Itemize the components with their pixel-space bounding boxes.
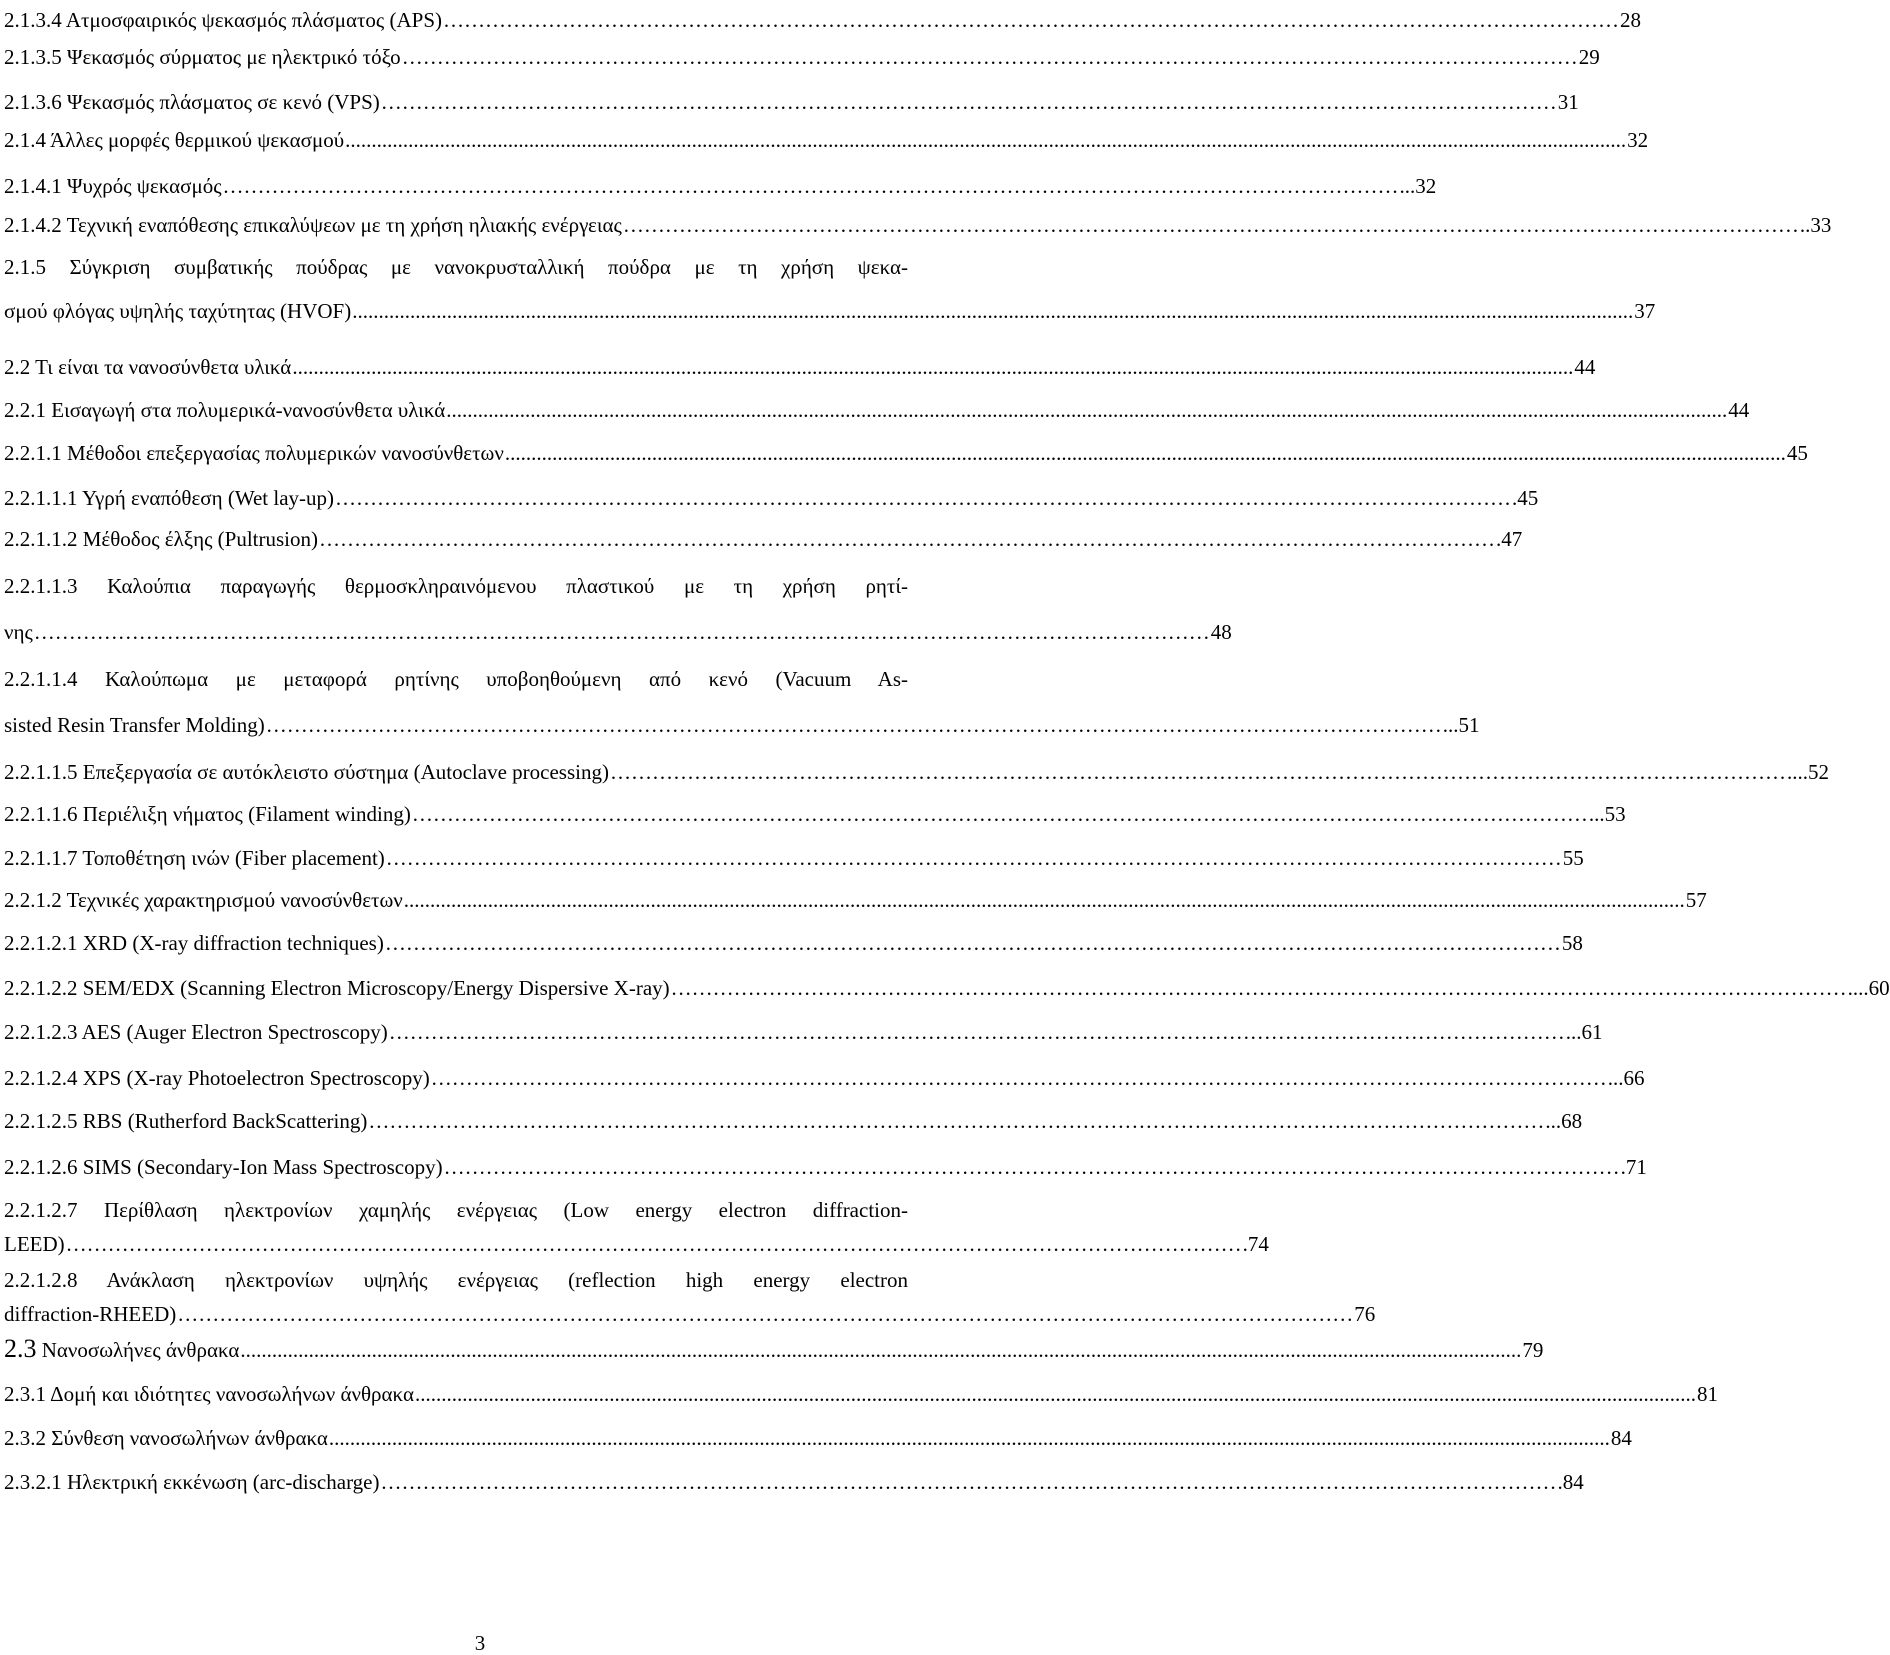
toc-entry[interactable] (4, 1426, 1632, 1450)
toc-entry-title-text: 2.2.1.1.2 Μέθοδος έλξης (Pultrusion) (4, 527, 319, 551)
toc-entry-title-text: 2.1.4.1 Ψυχρός ψεκασμός (4, 174, 222, 198)
toc-entry-leader (240, 1338, 1521, 1362)
toc-entry-page (1566, 1020, 1603, 1044)
toc-entry-line (4, 213, 1832, 237)
toc-entry[interactable] (4, 486, 1539, 510)
toc-entry-title (4, 888, 403, 912)
toc-entry-title-text: 2.1.3.6 Ψεκασμός πλάσματος σε κενό (VPS) (4, 90, 380, 114)
toc-entry[interactable] (4, 976, 1890, 1000)
toc-entry[interactable] (4, 846, 1584, 870)
toc-entry-page-number: 74 (1247, 1232, 1269, 1256)
toc-entry-line (4, 299, 1656, 323)
toc-entry-leader (444, 1155, 1620, 1179)
toc-entry-line (4, 1109, 1583, 1133)
toc-entry[interactable] (4, 931, 1583, 955)
toc-entry-page-number: 51 (1458, 713, 1480, 737)
toc-entry-line (4, 1382, 1718, 1406)
toc-entry-page (1634, 299, 1655, 323)
toc-entry-title (4, 45, 401, 69)
toc-entry-title (4, 174, 222, 198)
toc-entry-line (4, 398, 1750, 422)
toc-entry-line (4, 486, 1539, 510)
toc-entry-page-prefix: .. (1799, 213, 1811, 237)
toc-entry-page (1728, 398, 1749, 422)
toc-entry-line (4, 90, 1579, 114)
toc-entry-line (4, 441, 1808, 465)
toc-entry-page (1627, 128, 1648, 152)
toc-entry-page-prefix: . (1620, 1155, 1626, 1179)
toc-entry-page (1621, 1155, 1647, 1179)
toc-entry-page (1686, 888, 1707, 912)
toc-entry-title (4, 846, 385, 870)
toc-entry-title-text: νης (4, 620, 33, 644)
toc-entry-title-text: 2.2.1.1.1 Υγρή εναπόθεση (Wet lay-up) (4, 486, 335, 510)
page-number: 3 (474, 1631, 486, 1655)
toc-entry-page-number: 68 (1561, 1109, 1583, 1133)
toc-entry[interactable] (4, 174, 1437, 198)
toc-entry-page-number: 32 (1627, 128, 1649, 152)
toc-entry-title-text: 2.1.3.4 Ατμοσφαιρικός ψεκασμός πλάσματος (APS) (4, 8, 443, 32)
toc-entry[interactable] (4, 1268, 1376, 1326)
toc-entry-page (1512, 486, 1538, 510)
toc-entry-page-number: 76 (1354, 1302, 1376, 1326)
toc-entry-line (4, 846, 1584, 870)
toc-entry-line (4, 1066, 1645, 1090)
toc-entry-page (1354, 1302, 1375, 1326)
toc-entry-leader (505, 441, 1786, 465)
toc-entry-title-line: 2.2.1.1.4 Καλούπωμα με μεταφορά ρητίνης υποβοηθούμενη από κενό (Vacuum As- (4, 667, 908, 691)
toc-entry[interactable] (4, 45, 1600, 69)
toc-entry-leader (385, 931, 1561, 955)
toc-entry-line (4, 1470, 1584, 1494)
toc-entry-title (4, 1334, 240, 1363)
toc-entry[interactable] (4, 128, 1649, 152)
toc-entry-page-number: 81 (1696, 1382, 1718, 1406)
toc-entry-line (4, 976, 1890, 1000)
toc-entry-title-text: 2.2.1 Εισαγωγή στα πολυμερικά-νανοσύνθετα υλικά (4, 398, 446, 422)
toc-entry-title-text: 2.2.1.1.6 Περιέλιξη νήματος (Filament winding) (4, 802, 411, 826)
toc-entry[interactable] (4, 574, 1232, 644)
toc-entry-title-text: 2.2.1.2.6 SIMS (Secondary-Ion Mass Spectroscopy) (4, 1155, 443, 1179)
toc-entry-title-text: 2.2.1.2.2 SEM/EDX (Scanning Electron Microscopy/Energy Dispersive X-ray) (4, 976, 670, 1000)
toc-entry-page-number: 71 (1625, 1155, 1647, 1179)
toc-entry-leader (386, 846, 1562, 870)
toc-entry-line (4, 128, 1649, 152)
toc-entry-page (1496, 527, 1522, 551)
toc-entry-page (1697, 1382, 1718, 1406)
toc-entry-line (4, 1334, 1544, 1363)
toc-entry-title (4, 620, 33, 644)
toc-entry-page-number: 28 (1620, 8, 1642, 32)
toc-entry-page-number: 66 (1623, 1066, 1645, 1090)
toc-entry-page (1545, 1109, 1582, 1133)
toc-entry-line (4, 802, 1626, 826)
toc-entry-title-text: 2.2.1.2.1 XRD (X-ray diffraction techniques) (4, 931, 384, 955)
toc-entry-leader (368, 1109, 1544, 1133)
toc-entry-leader (319, 527, 1495, 551)
toc-entry-title (4, 760, 609, 784)
toc-entry-leader (329, 1426, 1610, 1450)
toc-entry-line (4, 527, 1523, 551)
toc-entry[interactable] (4, 1198, 1269, 1256)
toc-entry-title (4, 1232, 65, 1256)
toc-entry-leader (381, 1470, 1557, 1494)
toc-entry[interactable] (4, 8, 1642, 32)
toc-entry[interactable] (4, 667, 1480, 737)
toc-entry-title (4, 527, 318, 551)
toc-entry[interactable] (4, 802, 1626, 826)
toc-entry-page (1443, 713, 1480, 737)
toc-entry-title-line: 2.2.1.2.8 Ανάκλαση ηλεκτρονίων υψηλής ενέργειας (reflection high energy electron (4, 1268, 908, 1292)
toc-entry-page (1574, 355, 1595, 379)
toc-entry-page-number: 44 (1728, 398, 1750, 422)
toc-entry-title (4, 128, 344, 152)
toc-entry-page (1562, 931, 1583, 955)
toc-entry-section-number: 2.3 (4, 1334, 37, 1363)
toc-entry-title (4, 976, 670, 1000)
toc-entry-title (4, 1302, 176, 1326)
toc-entry-page (1522, 1338, 1543, 1362)
toc-entry-page-number: 57 (1685, 888, 1707, 912)
toc-entry-page-number: 29 (1578, 45, 1600, 69)
toc-entry-page (1563, 846, 1584, 870)
toc-entry-title-text: diffraction-RHEED) (4, 1302, 177, 1326)
toc-entry-title (4, 1066, 430, 1090)
toc-entry[interactable] (4, 527, 1523, 551)
toc-entry-page-prefix: ... (1442, 713, 1459, 737)
toc-entry-page-number: 47 (1501, 527, 1523, 551)
toc-entry-title-text: 2.2.1.1.5 Επεξεργασία σε αυτόκλειστο σύστημα (Autoclave processing) (4, 760, 609, 784)
toc-entry-page-number: 37 (1634, 299, 1656, 323)
toc-entry-page-prefix: ... (1565, 1020, 1582, 1044)
toc-entry-page (1787, 441, 1808, 465)
toc-entry-leader (446, 398, 1727, 422)
toc-entry-title-text: 2.2.1.2.3 AES (Auger Electron Spectroscopy) (4, 1020, 388, 1044)
toc-entry-line (4, 45, 1600, 69)
toc-entry-title (4, 355, 291, 379)
toc-entry-page (1608, 1066, 1645, 1090)
toc-entry-page (1848, 976, 1890, 1000)
toc-entry-title-text: sisted Resin Transfer Molding) (4, 713, 265, 737)
toc-entry-page-number: 48 (1210, 620, 1232, 644)
toc-entry-title-text: 2.2.1.2.4 XPS (X-ray Photoelectron Spectroscopy) (4, 1066, 430, 1090)
toc-entry-page-prefix: . (1557, 1470, 1563, 1494)
toc-entry-title-line: 2.2.1.1.3 Καλούπια παραγωγής θερμοσκληραινόμενου πλαστικού με τη χρήση ρητί- (4, 574, 908, 598)
toc-entry-page (1787, 760, 1829, 784)
toc-entry-title-line: 2.1.5 Σύγκριση συμβατικής πούδρας με νανοκρυσταλλική πούδρα με τη χρήση ψεκα- (4, 255, 908, 279)
toc-entry-line (4, 888, 1707, 912)
toc-entry-page-prefix: .... (1786, 760, 1808, 784)
toc-entry[interactable] (4, 1020, 1603, 1044)
toc-entry-title (4, 398, 445, 422)
toc-entry-title (4, 1020, 388, 1044)
toc-entry-page (1620, 8, 1641, 32)
toc-entry-page (1589, 802, 1626, 826)
toc-entry-page (1579, 45, 1600, 69)
toc-entry-title (4, 1470, 380, 1494)
toc-entry-leader (415, 1382, 1696, 1406)
toc-entry-page-number: 45 (1786, 441, 1808, 465)
toc-entry-page-number: 55 (1562, 846, 1584, 870)
toc-entry-title-text: 2.2 Τι είναι τα νανοσύνθετα υλικά (4, 355, 292, 379)
toc-entry-page (1558, 1470, 1584, 1494)
toc-entry-title-text: 2.2.1.2.5 RBS (Rutherford BackScattering) (4, 1109, 368, 1133)
toc-entry-page (1400, 174, 1437, 198)
toc-entry-leader (335, 486, 1511, 510)
toc-entry-title (4, 1426, 328, 1450)
toc-entry-leader (671, 976, 1847, 1000)
toc-entry-line (4, 713, 1480, 737)
toc-entry-page-prefix: . (1242, 1232, 1248, 1256)
toc-entry-page-prefix: . (1496, 527, 1502, 551)
toc-entry[interactable] (4, 355, 1596, 379)
toc-entry[interactable] (4, 90, 1579, 114)
toc-entry-line (4, 931, 1583, 955)
toc-entry-leader (404, 888, 1685, 912)
toc-entry-title-text: Νανοσωλήνες άνθρακα (36, 1338, 240, 1362)
toc-entry-page (1558, 90, 1579, 114)
toc-entry-title (4, 299, 351, 323)
toc-entry-page (1211, 620, 1232, 644)
toc-entry-page-number: 33 (1810, 213, 1832, 237)
toc-entry-page-prefix: ... (1588, 802, 1605, 826)
toc-entry-line (4, 1155, 1647, 1179)
toc-entry[interactable] (4, 441, 1808, 465)
toc-entry-line (4, 355, 1596, 379)
toc-entry-page-prefix: . (1512, 486, 1518, 510)
toc-entry-line (4, 1302, 1376, 1326)
toc-entry-page (1800, 213, 1832, 237)
toc-entry[interactable] (4, 1334, 1544, 1363)
toc-entry-title-text: LEED) (4, 1232, 65, 1256)
toc-entry-page-number: 84 (1562, 1470, 1584, 1494)
toc-entry-title-text: 2.2.1.1.7 Τοποθέτηση ινών (Fiber placement) (4, 846, 385, 870)
toc-entry-leader (431, 1066, 1607, 1090)
toc-entry-page-number: 79 (1522, 1338, 1544, 1362)
toc-entry-page-number: 52 (1807, 760, 1829, 784)
toc-entry-leader (610, 760, 1786, 784)
toc-entry-title-text: 2.1.4.2 Τεχνική εναπόθεσης επικαλύψεων με τη χρήση ηλιακής ενέργειας (4, 213, 622, 237)
toc-entry-title-text: 2.1.4 Άλλες μορφές θερμικού ψεκασμού (4, 128, 345, 152)
toc-entry-page-number: 45 (1517, 486, 1539, 510)
toc-entry-title (4, 1155, 443, 1179)
toc-entry-page (1611, 1426, 1632, 1450)
toc-entry-page-number: 58 (1561, 931, 1583, 955)
toc-entry-title-text: 2.3.2.1 Ηλεκτρική εκκένωση (arc-discharge) (4, 1470, 380, 1494)
toc-entry-page-number: 44 (1574, 355, 1596, 379)
toc-entry-leader (345, 128, 1626, 152)
toc-entry-page-prefix: .... (1847, 976, 1869, 1000)
toc-entry-line (4, 760, 1829, 784)
toc-entry-line (4, 174, 1437, 198)
toc-entry[interactable] (4, 213, 1832, 237)
toc-entry-page-number: 31 (1557, 90, 1579, 114)
toc-entry-page-prefix: ... (1607, 1066, 1624, 1090)
toc-entry-title-text: 2.2.1.1 Μέθοδοι επεξεργασίας πολυμερικών νανοσύνθετων (4, 441, 504, 465)
toc-entry-leader (292, 355, 1573, 379)
toc-entry-title (4, 713, 265, 737)
toc-entry-leader (352, 299, 1633, 323)
toc-entry[interactable] (4, 888, 1707, 912)
toc-entry[interactable] (4, 1382, 1718, 1406)
toc-entry-page-number: 53 (1604, 802, 1626, 826)
toc-entry-title (4, 1109, 367, 1133)
toc-entry-title (4, 90, 380, 114)
toc-entry-leader (443, 8, 1619, 32)
toc-entry-title (4, 1382, 414, 1406)
toc-entry-leader (389, 1020, 1565, 1044)
toc-entry-leader (623, 213, 1799, 237)
toc-entry-leader (381, 90, 1557, 114)
toc-entry-leader (223, 174, 1399, 198)
toc-entry[interactable] (4, 1155, 1647, 1179)
toc-entry-title (4, 213, 622, 237)
toc-entry-page-number: 84 (1610, 1426, 1632, 1450)
toc-entry-page (1243, 1232, 1269, 1256)
toc-entry-title (4, 8, 442, 32)
toc-entry-title (4, 486, 334, 510)
toc-entry-leader (66, 1232, 1242, 1256)
toc-entry-title (4, 931, 384, 955)
toc-entry-page-number: 60 (1868, 976, 1890, 1000)
toc-entry-line (4, 8, 1642, 32)
toc-entry-page-prefix: ... (1545, 1109, 1562, 1133)
toc-entry-title-text: σμού φλόγας υψηλής ταχύτητας (HVOF) (4, 299, 352, 323)
toc-entry-line (4, 1020, 1603, 1044)
toc-entry-leader (402, 45, 1578, 69)
toc-entry[interactable] (4, 255, 1656, 323)
toc-entry-line (4, 1426, 1632, 1450)
toc-entry[interactable] (4, 1470, 1584, 1494)
toc-entry-title-text: 2.1.3.5 Ψεκασμός σύρματος με ηλεκτρικό τόξο (4, 45, 401, 69)
toc-entry-leader (34, 620, 1210, 644)
toc-entry-page-number: 32 (1415, 174, 1437, 198)
toc-entry[interactable] (4, 398, 1750, 422)
toc-entry-page-number: 61 (1581, 1020, 1603, 1044)
toc-entry-line (4, 1232, 1269, 1256)
toc-entry-line (4, 620, 1232, 644)
toc-entry[interactable] (4, 760, 1829, 784)
toc-entry[interactable] (4, 1066, 1645, 1090)
toc-entry-leader (412, 802, 1588, 826)
toc-entry-leader (177, 1302, 1353, 1326)
toc-entry-page-prefix: ... (1399, 174, 1416, 198)
toc-entry-title (4, 441, 504, 465)
toc-entry-title-text: 2.3.2 Σύνθεση νανοσωλήνων άνθρακα (4, 1426, 328, 1450)
toc-entry-title-text: 2.3.1 Δομή και ιδιότητες νανοσωλήνων άνθρακα (4, 1382, 414, 1406)
toc-entry-leader (266, 713, 1442, 737)
toc-entry-title-line: 2.2.1.2.7 Περίθλαση ηλεκτρονίων χαμηλής ενέργειας (Low energy electron diffraction- (4, 1198, 908, 1222)
toc-entry-title (4, 802, 411, 826)
toc-entry-title-text: 2.2.1.2 Τεχνικές χαρακτηρισμού νανοσύνθετων (4, 888, 403, 912)
toc-entry[interactable] (4, 1109, 1583, 1133)
